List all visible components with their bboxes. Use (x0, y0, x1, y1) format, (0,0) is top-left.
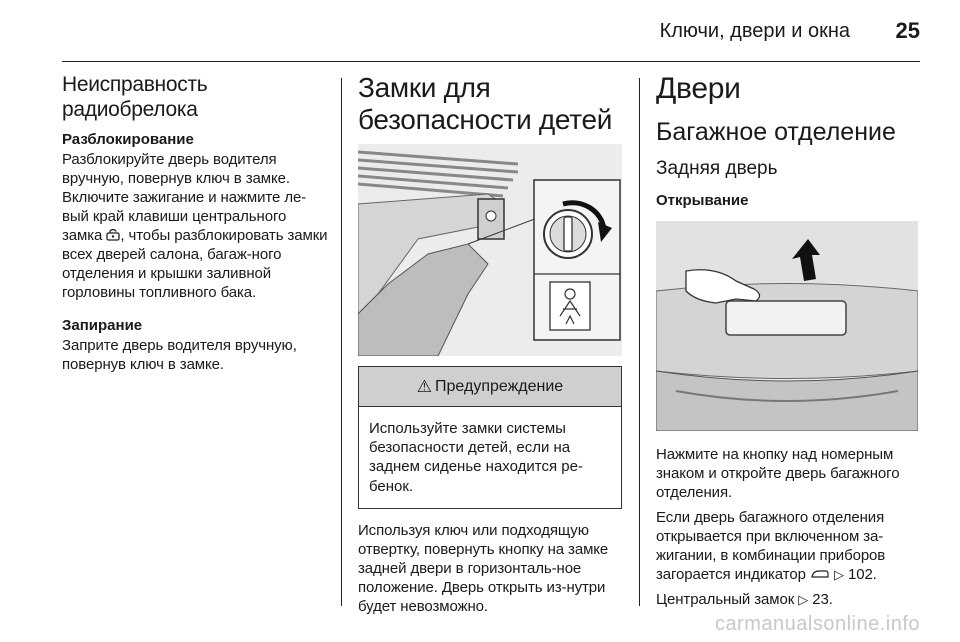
opening-instructions: Нажмите на кнопку над номерным знаком и откройте дверь багажного отделения. (656, 445, 900, 501)
watermark: carmanualsonline.info (714, 613, 920, 635)
opening-heading: Открывание (656, 192, 749, 210)
warning-text: Используйте замки системы безопасности детей, если на заднем сиденье находится ре-бенок. (369, 420, 583, 495)
lock-open-icon (106, 227, 120, 244)
section-heading: Неисправность радиобрелока (62, 73, 208, 122)
warning-box (358, 366, 622, 508)
column-divider (639, 78, 640, 606)
subsection-heading: Багажное отделение (656, 117, 896, 146)
column-child-locks (358, 72, 622, 616)
tailgate-illustration (656, 221, 918, 431)
child-lock-instructions: Используя ключ или подходящую отвертку, повернуть кнопку на замке задней двери в горизонталь-ное положение. Дверь открыть из-нутри будет невозможно. (358, 521, 609, 615)
unlock-text: Разблокируйте дверь водителя вручную, повернув ключ в замке. Включите зажигание и нажмите ле-вый край клавиши центрального замка , чтобы разблокировать замки всех дверей салона, багаж-ного отделения и крышки заливной горловины топливного бака. (62, 150, 328, 302)
subsubsection-heading: Задняя дверь (656, 157, 778, 179)
warning-title: Предупреждение (435, 377, 564, 395)
page-header (62, 0, 920, 62)
lock-text: Заприте дверь водителя вручную, повернув ключ в замке. (62, 336, 297, 373)
column-divider (341, 78, 342, 606)
lock-heading: Запирание (62, 317, 143, 335)
section-heading: Замки для безопасности детей (358, 72, 613, 136)
page-number: 25 (895, 18, 920, 43)
header-title: Ключи, двери и окна (659, 20, 850, 42)
warning-icon: ⚠ (416, 376, 433, 396)
unlock-heading: Разблокирование (62, 131, 194, 149)
warning-header (359, 367, 621, 407)
page-ref-icon: ▷ (798, 592, 809, 608)
central-lock-ref: Центральный замок ▷ 23. (656, 591, 833, 609)
column-doors (656, 72, 924, 609)
child-lock-illustration (358, 144, 622, 356)
section-heading: Двери (656, 72, 741, 105)
page-ref-icon: ▷ (833, 566, 844, 582)
column-radio-remote-failure (62, 72, 330, 374)
ignition-note: Если дверь багажного отделения открывается при включенном за-жигании, в комбинации приборов загорается индикатор ▷ 102. (656, 508, 886, 583)
tailgate-indicator-icon (810, 566, 830, 583)
